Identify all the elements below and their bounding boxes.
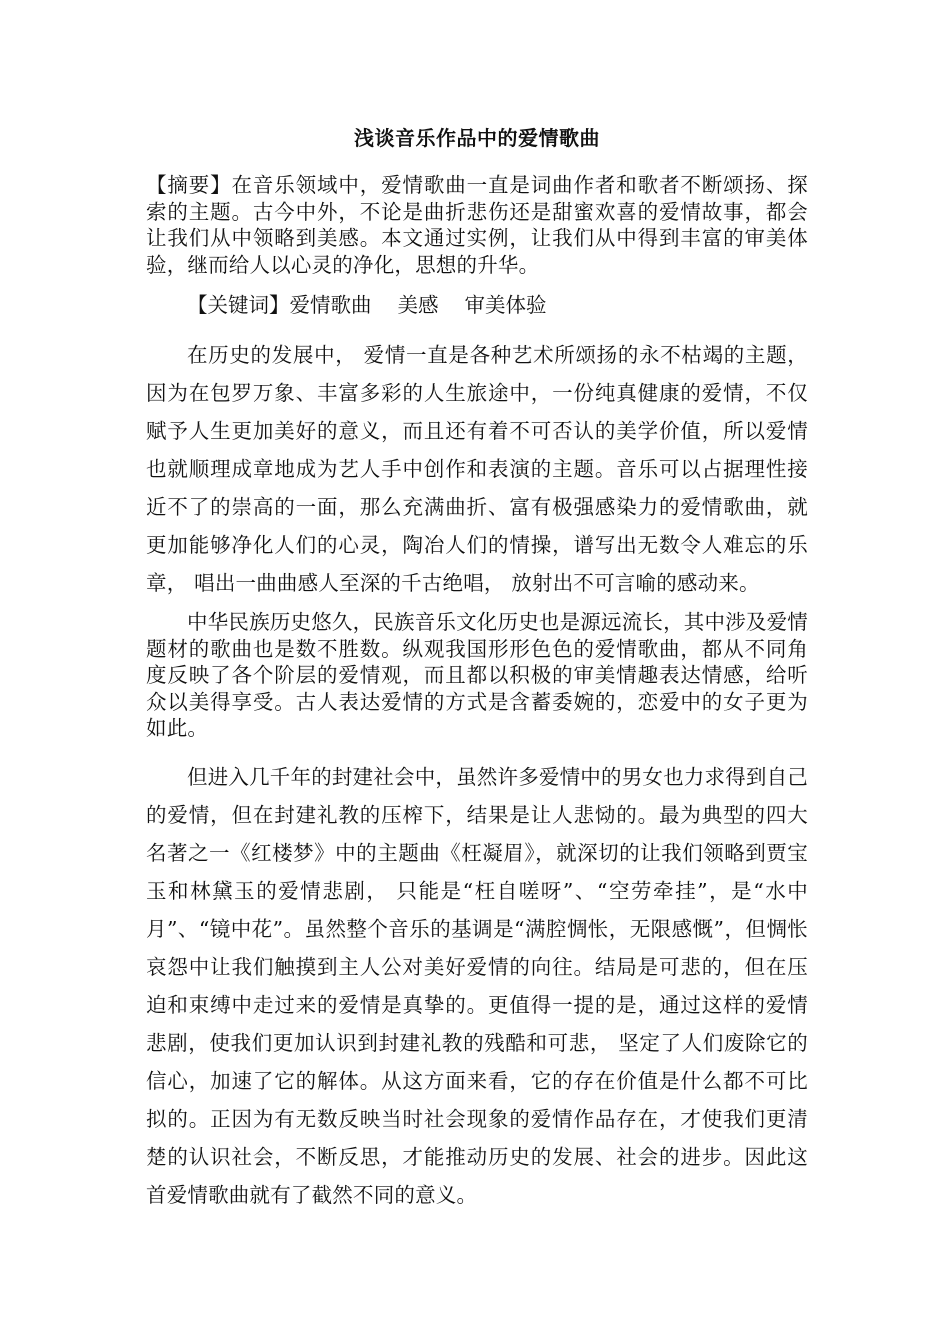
keywords-label: 【关键词】 (187, 293, 290, 317)
keywords-line (187, 290, 547, 320)
keyword-item: 爱情歌曲 (289, 293, 372, 317)
keyword-item: 审美体验 (464, 293, 547, 317)
keyword-item: 美感 (397, 293, 439, 317)
abstract-paragraph: 【摘要】在音乐领域中，爱情歌曲一直是词曲作者和歌者不断颂扬、探索的主题。古今中外，不论是曲折悲伤还是甜蜜欢喜的爱情故事，都会让我们从中领略到美感。本文通过实例，让我们从中得到丰富的审美体验，继而给人以心灵的净化，思想的升华。 (146, 173, 808, 277)
document-title: 浅谈音乐作品中的爱情歌曲 (354, 126, 600, 150)
body-paragraph-3: 但进入几千年的封建社会中，虽然许多爱情中的男女也力求得到自己的爱情，但在封建礼教的压榨下，结果是让人悲恸的。最为典型的四大名著之一《红楼梦》中的主题曲《枉凝眉》，就深切的让我们领略到贾宝玉和林黛玉的爱情悲剧， 只能是“枉自嗟呀”、“空劳牵挂”，是“水中月”、“镜中花”。虽然整个音乐的基调是“满腔惆怅，无限感慨”，但惆怅哀怨中让我们触摸到主人公对美好爱情的向往。结局是可悲的，但在压迫和束缚中走过来的爱情是真挚的。更值得一提的是，通过这样的爱情悲剧，使我们更加认识到封建礼教的残酷和可悲， 坚定了人们废除它的信心，加速了它的解体。从这方面来看，它的存在价值是什么都不可比拟的。正因为有无数反映当时社会现象的爱情作品存在，才使我们更清楚的认识社会，不断反思，才能推动历史的发展、社会的进步。因此这首爱情歌曲就有了截然不同的意义。 (146, 765, 808, 1207)
body-paragraph-2: 中华民族历史悠久，民族音乐文化历史也是源远流长，其中涉及爱情题材的歌曲也是数不胜数。纵观我国形形色色的爱情歌曲，都从不同角度反映了各个阶层的爱情观，而且都以积极的审美情趣表达情感，给听众以美得享受。古人表达爱情的方式是含蓄委婉的，恋爱中的女子更为如此。 (146, 610, 808, 740)
body-paragraph-1: 在历史的发展中， 爱情一直是各种艺术所颂扬的永不枯竭的主题，因为在包罗万象、丰富多彩的人生旅途中，一份纯真健康的爱情，不仅赋予人生更加美好的意义，而且还有着不可否认的美学价值，所以爱情也就顺理成章地成为艺人手中创作和表演的主题。音乐可以占据理性接近不了的崇高的一面，那么充满曲折、富有极强感染力的爱情歌曲，就更加能够净化人们的心灵，陶冶人们的情操，谱写出无数令人难忘的乐章， 唱出一曲曲感人至深的千古绝唱， 放射出不可言喻的感动来。 (146, 343, 808, 595)
